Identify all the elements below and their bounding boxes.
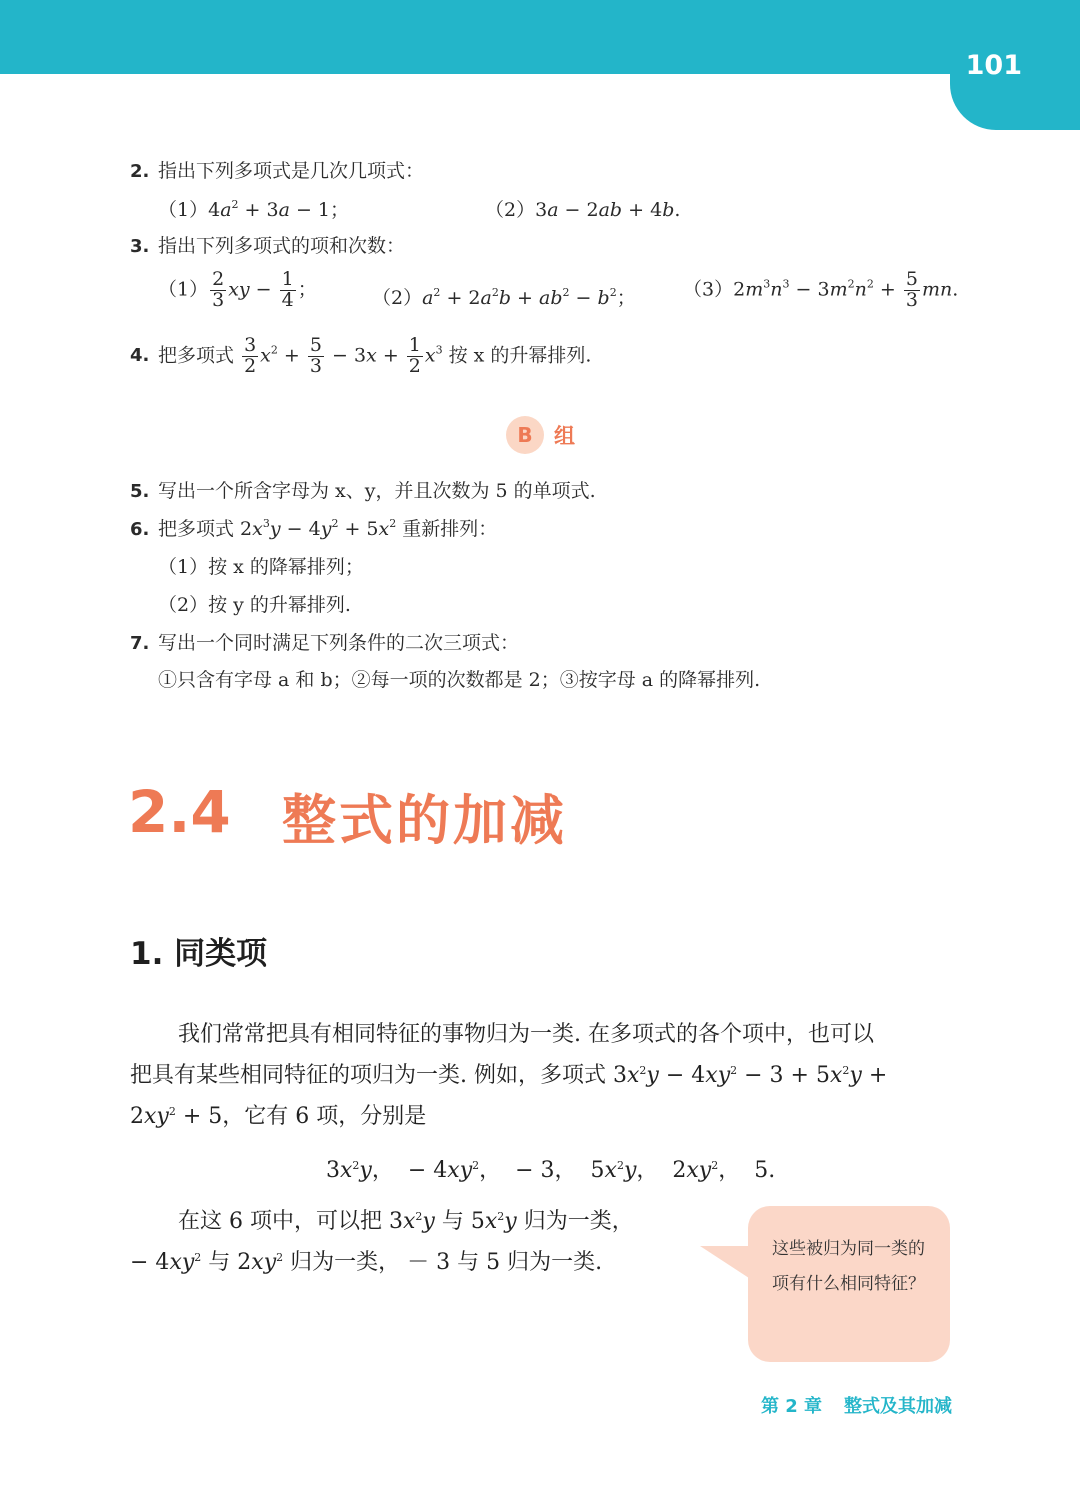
exercise-text: 把多项式 <box>158 518 235 540</box>
paragraph-line: 把具有某些相同特征的项归为一类. 例如，多项式 $3x^2y - 4xy^2 - 3 + 5x^2y$ + <box>130 1063 888 1088</box>
paragraph-text: 归为一类， <box>523 1209 634 1234</box>
exercise-7 <box>130 628 519 655</box>
exercise-number: 5. <box>130 481 150 502</box>
exercise-3-part-2: $(2)a^2 + 2a^2b + ab^2 - b^2$； <box>372 286 636 309</box>
section-number: 2.4 <box>128 778 231 846</box>
subsection-title: 1. 同类项 <box>130 936 268 972</box>
paragraph-text: 归为一类， <box>290 1250 401 1275</box>
group-b-heading <box>506 416 575 454</box>
paragraph-text: － 3 与 5 归为一类. <box>407 1250 603 1275</box>
exercise-number: 6. <box>130 519 150 540</box>
exercise-text: 指出下列多项式是几次几项式： <box>158 160 425 182</box>
exercise-6-part-2: （2）按 y 的升幂排列. <box>158 594 351 616</box>
group-badge: B <box>506 416 544 454</box>
part-label: （3） <box>683 278 734 301</box>
section-title: 整式的加减 <box>282 789 567 852</box>
exercise-7-conditions: ①只含有字母 a 和 b；②每一项的次数都是 2；③按字母 a 的降幂排列. <box>158 669 761 691</box>
exercise-number: 7. <box>130 633 150 654</box>
exercise-3-part-3: $(3)2m^3n^3 - 3m^2n^2$ + $\frac{5}{3}$ mn. <box>683 268 959 311</box>
exercise-4: 4. 把多项式 $\frac{3}{2}$ $x^2$ + $\frac{5}{3}$ − 3x + $\frac{1}{2}$ $x^3$ 按 x 的升幂排列. <box>130 334 592 377</box>
exercise-text: 写出一个同时满足下列条件的二次三项式： <box>158 632 520 654</box>
callout-tail <box>700 1246 752 1280</box>
exercise-6-part-1: （1）按 x 的降幂排列； <box>158 556 364 578</box>
part-label: （2） <box>485 199 536 221</box>
group-label: 组 <box>554 424 575 448</box>
chapter-footer <box>761 1392 952 1418</box>
exercise-3 <box>130 231 405 258</box>
fraction: $\frac{3}{2}$ <box>244 334 257 377</box>
exercise-number: 3. <box>130 236 150 257</box>
exercise-2-part-2: （2）3a − 2ab + 4b. <box>485 199 681 221</box>
exercise-number: 4. <box>130 345 150 367</box>
exercise-number: 2. <box>130 161 150 182</box>
callout-text: 这些被归为同一类的项有什么相同特征？ <box>772 1239 925 1294</box>
paragraph-line: − $4xy^2$ 与 $2xy^2$ 归为一类， － 3 与 5 归为一类. <box>130 1250 603 1275</box>
exercise-2-parts <box>158 195 958 222</box>
chapter-number: 第 2 章 <box>760 1396 822 1417</box>
fraction: $\frac{1}{2}$ <box>408 334 421 377</box>
exercise-text: 按 x 的升幂排列. <box>448 344 592 367</box>
part-label: （2） <box>372 287 423 309</box>
part-label: （1） <box>158 278 209 301</box>
paragraph-line: 在这 6 项中，可以把 $3x^2y$ 与 $5x^2y$ 归为一类， <box>178 1209 634 1234</box>
exercise-6: 6. 把多项式 $2x^3y - 4y^2 + 5x^2$ 重新排列： <box>130 517 498 540</box>
paragraph-text: 在这 6 项中，可以把 <box>178 1209 382 1234</box>
fraction: $\frac{1}{4}$ <box>281 268 294 311</box>
part-label: （1） <box>158 199 209 221</box>
exercise-5 <box>130 476 596 503</box>
page-number: 101 <box>965 50 1022 81</box>
paragraph-text: 与 <box>441 1209 464 1234</box>
exercise-text: 指出下列多项式的项和次数： <box>158 235 406 257</box>
exercise-text: 写出一个所含字母为 x、y，并且次数为 5 的单项式. <box>158 480 596 502</box>
paragraph-line: $2xy^2 + 5$，它有 6 项，分别是 <box>130 1104 427 1129</box>
fraction: $\frac{5}{3}$ <box>309 334 322 377</box>
paragraph-line: 我们常常把具有相同特征的事物归为一类. 在多项式的各个项中，也可以 <box>178 1022 874 1047</box>
exercise-3-part-1: （1） $\frac{2}{3}$ xy − $\frac{1}{4}$ ； <box>158 268 317 311</box>
header-band <box>0 0 1080 74</box>
exercise-text: 重新排列： <box>402 518 498 540</box>
paragraph-text: ，它有 6 项，分别是 <box>222 1104 427 1129</box>
paragraph-text: 把具有某些相同特征的项归为一类. 例如，多项式 <box>130 1063 606 1088</box>
exercise-2 <box>130 156 424 183</box>
term-list: $3x^2y$， − $4xy^2$， − 3， $5x^2y$， $2xy^2$， 5. <box>326 1158 776 1183</box>
fraction: $\frac{2}{3}$ <box>212 268 225 311</box>
paragraph-text: 与 <box>208 1250 231 1275</box>
exercise-text: 把多项式 <box>158 344 235 367</box>
chapter-title: 整式及其加减 <box>844 1396 952 1417</box>
polynomial: $4a^2 + 3a - 1$； <box>208 198 350 221</box>
fraction: $\frac{5}{3}$ <box>905 268 918 311</box>
